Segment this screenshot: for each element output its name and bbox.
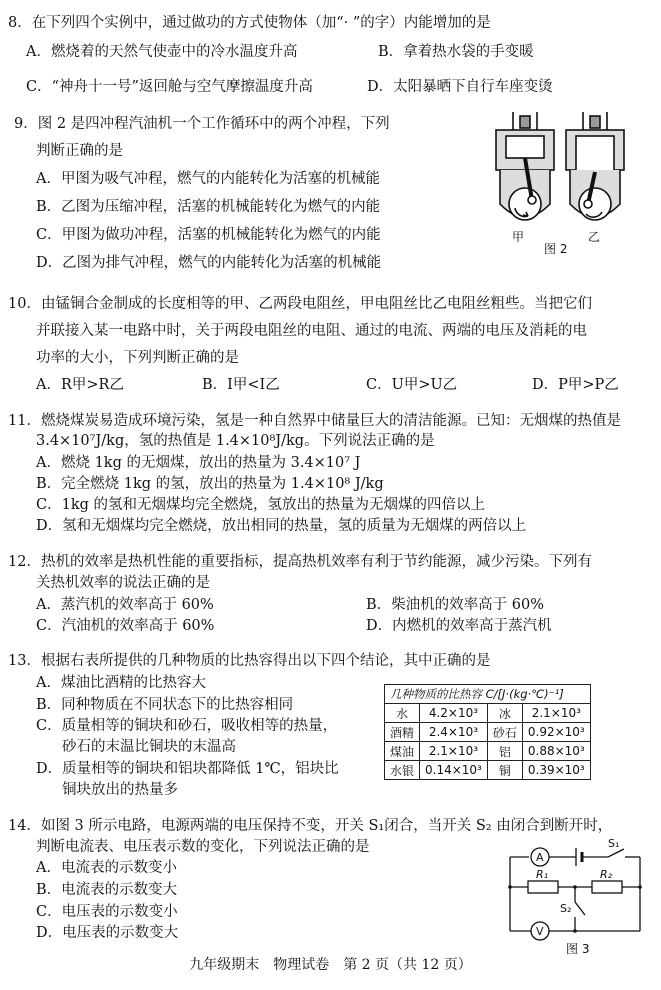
q14-option-b: B．电流表的示数变大 [36, 882, 178, 898]
q10-option-b: B．I甲<I乙 [202, 377, 280, 393]
table-row [385, 761, 591, 780]
table-cell: 铝 [487, 742, 522, 761]
q13-stem: 13．根据右表所提供的几种物质的比热容得出以下四个结论，其中正确的是 [8, 653, 491, 669]
table-row [385, 742, 591, 761]
q13-option-c-line2: 砂石的末温比铜块的末温高 [62, 739, 236, 755]
r1-label: R₁ [536, 868, 549, 881]
circuit-figure [500, 835, 650, 945]
q9-stem-1: 9．图 2 是四冲程汽油机一个工作循环中的两个冲程，下列 [14, 116, 390, 132]
table-cell: 酒精 [385, 723, 420, 742]
s2-label: S₂ [560, 902, 572, 915]
table-cell: 冰 [487, 704, 522, 723]
table-cell: 水银 [385, 761, 420, 780]
q9-option-a: A．甲图为吸气冲程，燃气的内能转化为活塞的机械能 [36, 171, 380, 187]
q14-stem-1: 14．如图 3 所示电路，电源两端的电压保持不变，开关 S₁闭合，当开关 S₂ 由闭合到断开时， [8, 818, 613, 834]
q9-option-c: C．甲图为做功冲程，活塞的机械能转化为燃气的内能 [36, 227, 381, 243]
voltmeter-label: V [536, 925, 544, 938]
table-cell: 砂石 [487, 723, 522, 742]
q12-option-d: D．内燃机的效率高于蒸汽机 [366, 618, 552, 634]
q11-option-d: D．氢和无烟煤均完全燃烧，放出相同的热量，氢的质量为无烟煤的两倍以上 [36, 518, 527, 534]
q10-option-c: C．U甲>U乙 [366, 377, 458, 393]
q9-option-b: B．乙图为压缩冲程，活塞的机械能转化为燃气的内能 [36, 199, 381, 215]
q12-stem-2: 关热机效率的说法正确的是 [36, 575, 210, 591]
table-cell: 0.39×10³ [522, 761, 590, 780]
q14-stem-2: 判断电流表、电压表示数的变化，下列说法正确的是 [36, 839, 370, 855]
q14-option-c: C．电压表的示数变小 [36, 904, 178, 920]
table-cell: 0.14×10³ [420, 761, 488, 780]
q14-option-d: D．电压表的示数变大 [36, 925, 179, 941]
engine-strokes-figure [480, 108, 645, 258]
q11-option-a: A．燃烧 1kg 的无烟煤，放出的热量为 3.4×10⁷ J [36, 455, 361, 471]
table-cell: 0.88×10³ [522, 742, 590, 761]
q8-option-b: B．拿着热水袋的手变暖 [378, 44, 534, 60]
q11-option-b: B．完全燃烧 1kg 的氢，放出的热量为 1.4×10⁸ J/kg [36, 476, 384, 492]
specific-heat-table [384, 684, 591, 780]
q13-option-b: B．同种物质在不同状态下的比热容相同 [36, 697, 294, 713]
q9-stem-2: 判断正确的是 [36, 143, 123, 159]
table-cell: 水 [385, 704, 420, 723]
q8-stem: 8．在下列四个实例中，通过做功的方式使物体（加“· ”的字）内能增加的是 [8, 15, 491, 31]
table-row [385, 704, 591, 723]
ammeter-label: A [536, 851, 544, 864]
q11-stem-2: 3.4×10⁷J/kg，氢的热值是 1.4×10⁸J/kg。下列说法正确的是 [36, 433, 435, 449]
table-cell: 2.1×10³ [522, 704, 590, 723]
q13-option-c-line1: C．质量相等的铜块和砂石，吸收相等的热量， [36, 718, 338, 734]
table-cell: 煤油 [385, 742, 420, 761]
q10-option-a: A．R甲>R乙 [36, 377, 124, 393]
fig2-label-yi: 乙 [588, 230, 601, 244]
q11-option-c: C．1kg 的氢和无烟煤均完全燃烧，氢放出的热量为无烟煤的四倍以上 [36, 497, 485, 513]
q12-option-c: C．汽油机的效率高于 60% [36, 618, 215, 634]
q8-option-a: A．燃烧着的天然气使壶中的冷水温度升高 [26, 44, 298, 60]
q9-option-d: D．乙图为排气冲程，燃气的内能转化为活塞的机械能 [36, 255, 382, 271]
fig2-caption: 图 2 [544, 242, 568, 256]
table-cell: 0.92×10³ [522, 723, 590, 742]
q12-option-b: B．柴油机的效率高于 60% [366, 597, 544, 613]
q14-option-a: A．电流表的示数变小 [36, 860, 177, 876]
table-cell: 2.4×10³ [420, 723, 488, 742]
fig3-caption: 图 3 [566, 942, 590, 956]
q11-stem-1: 11．燃烧煤炭易造成环境污染，氢是一种自然界中储量巨大的清洁能源。已知：无烟煤的热值是 [8, 413, 621, 429]
q12-stem-1: 12．热机的效率是热机性能的重要指标，提高热机效率有利于节约能源，减少污染。下列有 [8, 554, 592, 570]
r2-label: R₂ [600, 868, 613, 881]
q8-option-c: C．“神舟十一号”返回舱与空气摩擦温度升高 [26, 79, 313, 95]
q8-option-d: D．太阳暴晒下自行车座变烫 [367, 79, 553, 95]
q10-stem-3: 功率的大小，下列判断正确的是 [36, 350, 239, 366]
q13-option-d-line1: D．质量相等的铜块和铝块都降低 1℃，铝块比 [36, 761, 339, 777]
page-footer: 九年级期末 物理试卷 第 2 页（共 12 页） [189, 957, 472, 973]
fig2-label-jia: 甲 [512, 230, 525, 244]
s1-label: S₁ [608, 837, 620, 850]
table-cell: 2.1×10³ [420, 742, 488, 761]
table-row [385, 723, 591, 742]
q13-option-a: A．煤油比酒精的比热容大 [36, 675, 206, 691]
table-cell: 铜 [487, 761, 522, 780]
q10-stem-1: 10．由锰铜合金制成的长度相等的甲、乙两段电阻丝，甲电阻丝比乙电阻丝粗些。当把它们 [8, 296, 592, 312]
table-cell: 4.2×10³ [420, 704, 488, 723]
q13-option-d-line2: 铜块放出的热量多 [62, 782, 178, 798]
q12-option-a: A．蒸汽机的效率高于 60% [36, 597, 214, 613]
table-caption: 几种物质的比热容 C/[J·(kg·℃)⁻¹] [385, 685, 591, 704]
q10-stem-2: 并联接入某一电路中时，关于两段电阻丝的电阻、通过的电流、两端的电压及消耗的电 [36, 323, 587, 339]
q10-option-d: D．P甲>P乙 [532, 377, 619, 393]
